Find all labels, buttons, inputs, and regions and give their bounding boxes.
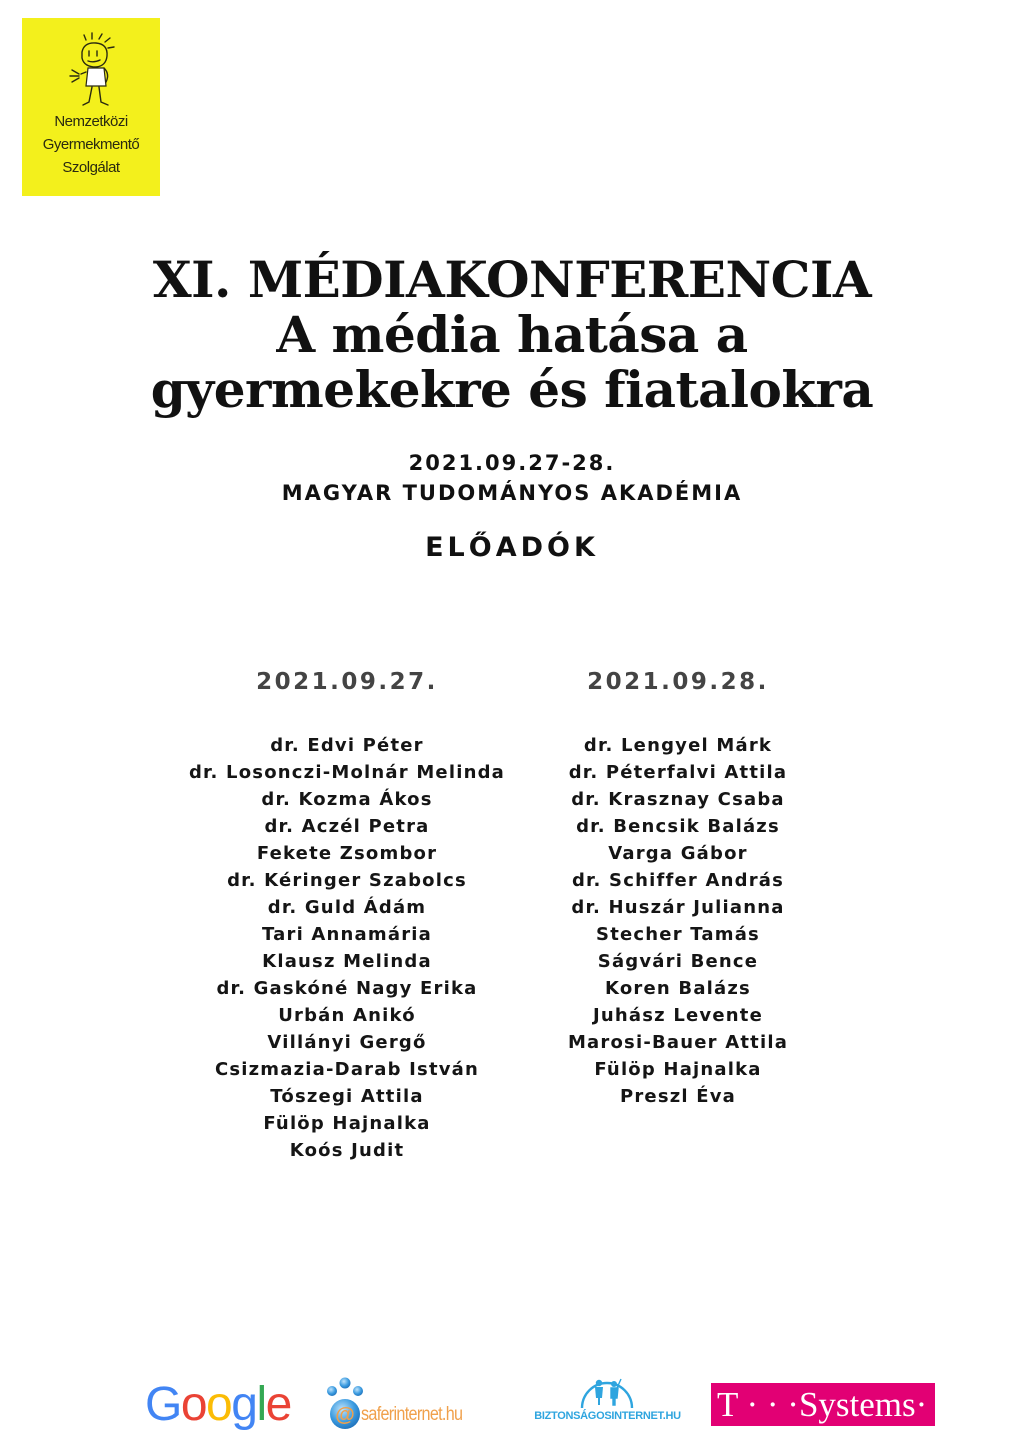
speaker-item: Marosi-Bauer Attila	[567, 1032, 789, 1053]
google-letter: o	[206, 1378, 232, 1431]
speaker-item: dr. Edvi Péter	[270, 735, 424, 756]
speaker-item: Tari Annamária	[261, 924, 433, 945]
speaker-item: Koós Judit	[289, 1140, 405, 1161]
google-logo	[145, 1380, 291, 1430]
conference-title	[0, 252, 1024, 417]
speaker-item: Preszl Éva	[619, 1086, 737, 1107]
speaker-item: dr. Losonczi-Molnár Melinda	[188, 762, 506, 783]
title-line-3: gyermekekre és fiatalokra	[150, 360, 874, 419]
speaker-list	[498, 732, 858, 1110]
day-date: 2021.09.27.	[256, 669, 438, 695]
google-letter: g	[231, 1378, 257, 1431]
speaker-item: dr. Kéringer Szabolcs	[227, 870, 467, 891]
saferinternet-label: saferinternet.hu	[361, 1404, 463, 1425]
biztonsagosinternet-logo	[525, 1370, 690, 1430]
svg-text:@: @	[335, 1404, 355, 1426]
speaker-item: dr. Gaskóné Nagy Erika	[216, 978, 478, 999]
speaker-item: Fülöp Hajnalka	[594, 1059, 762, 1080]
title-line-1: XI. MÉDIAKONFERENCIA	[152, 250, 872, 309]
organization-name-line-3: Szolgálat	[62, 159, 120, 176]
speaker-item: dr. Guld Ádám	[267, 897, 427, 918]
speaker-item: Koren Balázs	[605, 978, 751, 999]
speaker-item: Klausz Melinda	[262, 951, 432, 972]
child-drawing-icon	[64, 32, 126, 112]
speaker-item: dr. Péterfalvi Attila	[568, 762, 788, 783]
title-line-2: A média hatása a	[276, 305, 748, 364]
event-dates: 2021.09.27-28.	[408, 451, 616, 475]
speaker-item: Urbán Anikó	[278, 1005, 416, 1026]
speaker-item: Fekete Zsombor	[256, 843, 438, 864]
section-title-speakers: ELŐADÓK	[425, 532, 599, 563]
google-letter: o	[180, 1378, 207, 1431]
google-letter: G	[145, 1378, 181, 1431]
speaker-item: dr. Kozma Ákos	[261, 789, 433, 810]
speaker-list	[167, 732, 527, 1164]
paw-at-icon	[325, 1374, 365, 1434]
day-date: 2021.09.28.	[587, 669, 769, 695]
day-column-2	[498, 664, 858, 1110]
speaker-item: Csizmazia-Darab István	[214, 1059, 480, 1080]
google-letter: e	[265, 1378, 291, 1431]
organization-name-line-2: Gyermekmentő	[42, 136, 140, 153]
organization-name-line-1: Nemzetközi	[54, 113, 128, 130]
speaker-item: Ságvári Bence	[597, 951, 759, 972]
event-info	[0, 448, 1024, 508]
day-column-1	[167, 664, 527, 1164]
speaker-item: Juhász Levente	[593, 1005, 763, 1026]
biztonsagosinternet-label: BIZTONSÁGOSINTERNET.HU	[534, 1410, 681, 1422]
speaker-item: Varga Gábor	[608, 843, 748, 864]
speaker-item: Stecher Tamás	[596, 924, 760, 945]
sponsor-bar	[0, 1370, 1024, 1440]
speaker-item: dr. Krasznay Csaba	[571, 789, 785, 810]
event-venue: MAGYAR TUDOMÁNYOS AKADÉMIA	[281, 481, 743, 505]
organization-name	[22, 110, 160, 179]
speaker-item: dr. Aczél Petra	[264, 816, 430, 837]
speaker-item: Fülöp Hajnalka	[263, 1113, 431, 1134]
speaker-item: Tószegi Attila	[270, 1086, 424, 1107]
speaker-item: dr. Lengyel Márk	[583, 735, 773, 756]
organization-logo	[22, 18, 160, 196]
speaker-item: Villányi Gergő	[267, 1032, 427, 1053]
tsystems-logo: T · · ·Systems·	[711, 1383, 935, 1426]
speaker-item: dr. Schiffer András	[571, 870, 785, 891]
children-arch-icon	[525, 1370, 690, 1410]
google-letter: l	[256, 1378, 266, 1431]
saferinternet-logo	[325, 1374, 495, 1434]
speaker-item: dr. Huszár Julianna	[571, 897, 785, 918]
speaker-item: dr. Bencsik Balázs	[576, 816, 780, 837]
